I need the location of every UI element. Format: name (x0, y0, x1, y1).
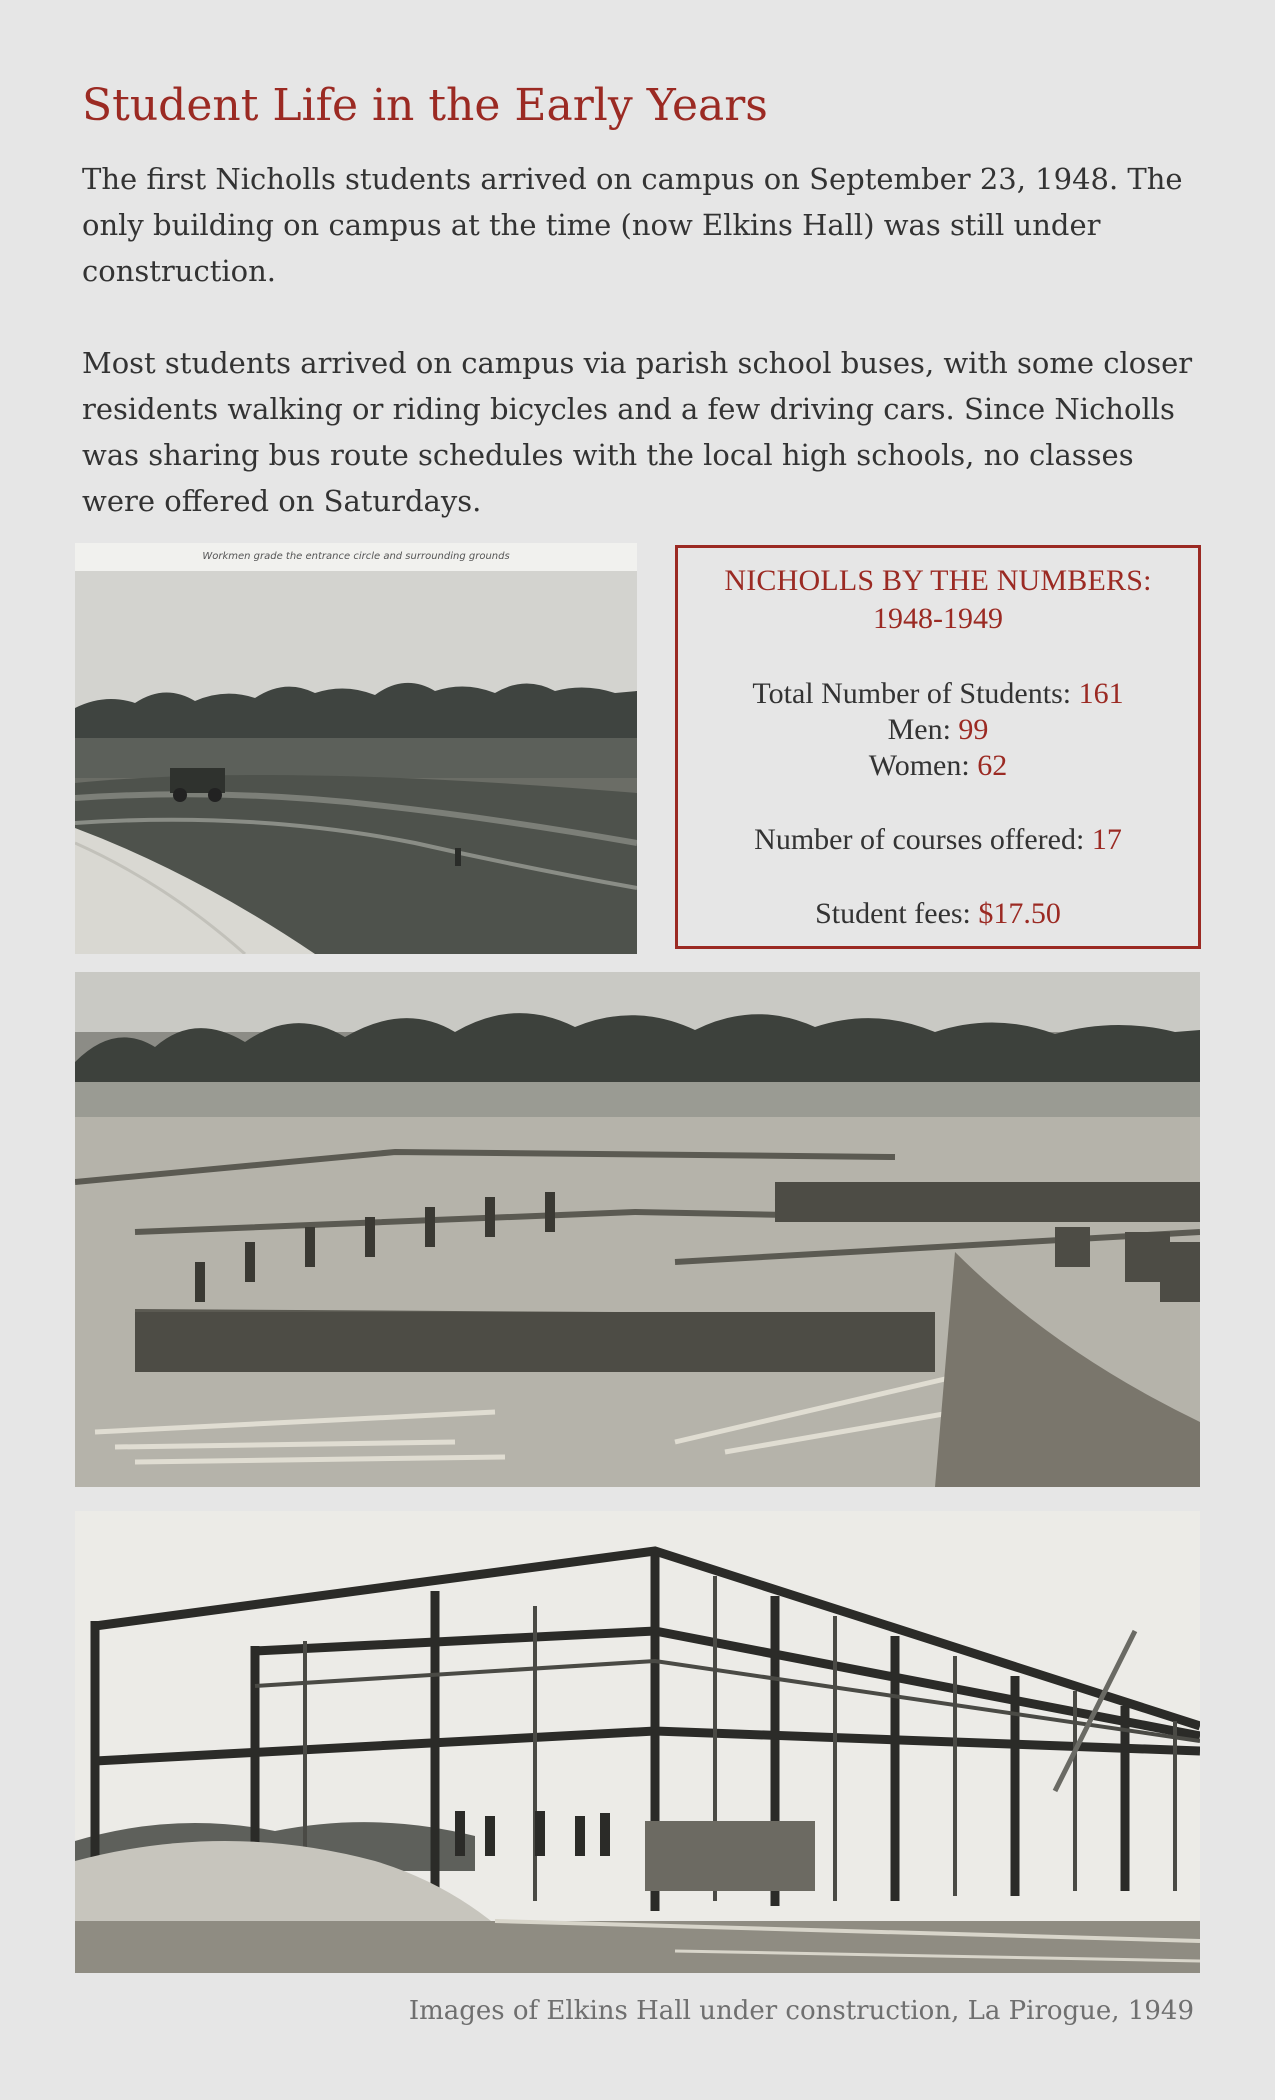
stat-fees-value: $17.50 (978, 897, 1061, 930)
stat-courses-label: Number of courses offered: (754, 823, 1092, 856)
stat-men-value: 99 (958, 713, 989, 746)
stat-women (678, 748, 1198, 784)
photo-caption: Images of Elkins Hall under construction, La Pirogue, 1949 (408, 1996, 1194, 2026)
foundation-photo (75, 972, 1200, 1487)
stats-years: 1948-1949 (873, 602, 1003, 635)
stats-box (675, 545, 1201, 949)
stat-courses-value: 17 (1091, 823, 1122, 856)
transport-paragraph: Most students arrived on campus via parish school buses, with some closer residents walking or riding bicycles and a few driving cars. Since Nicholls was sharing bus route schedules with the local high schools, no classes were offered on Saturdays. (82, 346, 1193, 518)
stat-fees-label: Student fees: (815, 897, 979, 930)
stat-women-label: Women: (868, 749, 978, 782)
stat-total-students-value: 161 (1078, 677, 1124, 710)
steel-frame-photo (75, 1511, 1200, 1973)
stat-fees (678, 896, 1198, 932)
page-title: Student Life in the Early Years (82, 80, 768, 131)
stats-title: NICHOLLS BY THE NUMBERS: (724, 564, 1152, 597)
stat-total-students-label: Total Number of Students: (752, 677, 1079, 710)
stat-total-students (678, 676, 1198, 712)
stat-women-value: 62 (977, 749, 1008, 782)
intro-paragraph: The first Nicholls students arrived on campus on September 23, 1948. The only building on campus at the time (now Elkins Hall) was still under construction. (82, 162, 1183, 288)
stat-men (678, 712, 1198, 748)
stat-courses (678, 822, 1198, 858)
grading-photo (75, 543, 637, 954)
stat-men-label: Men: (887, 713, 959, 746)
grading-photo-caption: Workmen grade the entrance circle and surrounding grounds (75, 543, 637, 571)
